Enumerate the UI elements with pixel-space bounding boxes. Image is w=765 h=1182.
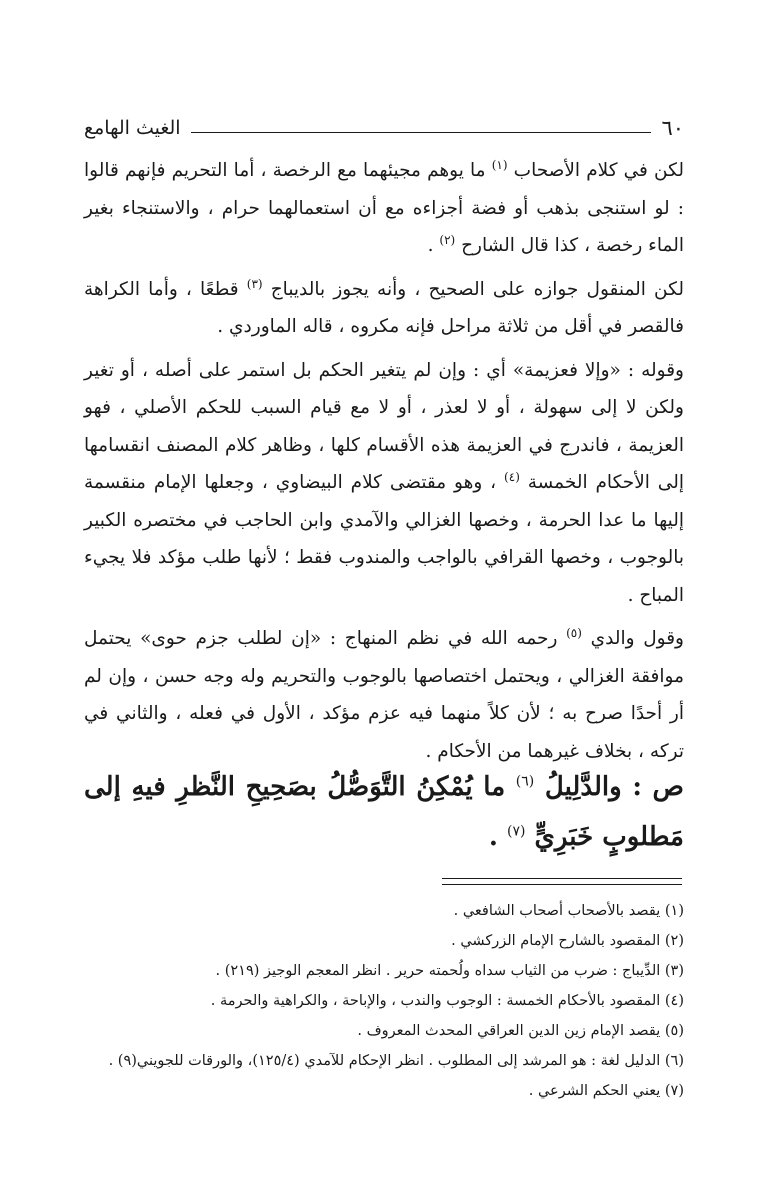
- text-run: وقول والدي: [581, 628, 684, 649]
- main-text: [84, 152, 684, 776]
- paragraph: [84, 152, 684, 265]
- text-run: .: [488, 822, 508, 852]
- footnote-ref: (٢): [439, 232, 456, 247]
- running-header: [84, 108, 684, 140]
- footnote-separator: [442, 878, 682, 885]
- footnote-item: (٤) المقصود بالأحكام الخمسة : الوجوب والندب ، والإباحة ، والكراهية والحرمة .: [210, 993, 684, 1009]
- footnote-ref: (٣): [246, 276, 263, 291]
- text-run: قطعًا ، وأما الكراهة فالقصر في أقل من ثلاثة مراحل فإنه مكروه ، قاله الماوردي .: [84, 278, 684, 337]
- footnote-item: (١) يقصد بالأصحاب أصحاب الشافعي .: [453, 903, 684, 919]
- footnote-item: (٦) الدليل لغة : هو المرشد إلى المطلوب . انظر الإحكام للآمدي (١٢٥/٤)، والورقات للجويني(٩) .: [108, 1053, 684, 1069]
- text-run: رحمه الله في نظم المنهاج : «إن لطلب جزم حوى» يحتمل موافقة الغزالي ، ويحتمل اختصاصها بالوجوب والتحريم وله وجه حسن ، وإن لم أر أحدًا صرح به ؛ لأن كلاً منهما فيه عزم مؤكد ، الأول في فعله ، والثاني في تركه ، بخلاف غيرهما من الأحكام .: [84, 628, 684, 762]
- footnotes-list: [84, 896, 684, 1106]
- text-run: وقوله : «وإلا فعزيمة» أي : وإن لم يتغير الحكم بل استمر على أصله ، أو تغير ولكن لا إلى سهولة ، أو لا لعذر ، أو لا مع قيام السبب للحكم الأصلي ، فهو العزيمة ، فاندرج في العزيمة هذه الأقسام كلها ، وظاهر كلام المصنف انقسامها إلى الأحكام الخمسة: [84, 359, 684, 493]
- footnote-item: (٥) يقصد الإمام زين الدين العراقي المحدث المعروف .: [357, 1023, 684, 1039]
- page-number: ٦٠: [661, 116, 684, 140]
- footnote-ref: (٦): [515, 773, 535, 790]
- footnote-ref: (٧): [507, 823, 526, 840]
- footnote-item: (٧) يعني الحكم الشرعي .: [528, 1083, 684, 1099]
- footnote-item: (٢) المقصود بالشارح الإمام الزركشي .: [451, 933, 684, 949]
- footnote-ref: (٤): [504, 469, 520, 484]
- text-run: ص : والدَّلِيلُ: [534, 772, 684, 802]
- paragraph: [84, 620, 684, 770]
- book-title: الغيث الهامع: [84, 117, 181, 139]
- text-run: لكن في كلام الأصحاب: [507, 160, 684, 181]
- text-run: ما يُمْكِنُ التَّوَصُّلُ بصَحِيحِ النَّظرِ فيهِ إلى مَطلوبٍ خَبَرِيٍّ: [84, 772, 684, 852]
- paragraph: [84, 271, 684, 346]
- text-run: .: [427, 235, 440, 256]
- footnote-ref: (١): [491, 157, 508, 172]
- footnote-item: (٣) الدِّيباج : ضرب من الثياب سداه ولُحمته حرير . انظر المعجم الوجيز (٢١٩) .: [215, 963, 684, 979]
- header-rule: [191, 132, 652, 133]
- matn-statement: [84, 762, 684, 862]
- paragraph: [84, 352, 684, 615]
- text-run: لكن المنقول جوازه على الصحيح ، وأنه يجوز بالديباج: [262, 278, 684, 300]
- text-run: ما يوهم مجيئهما مع الرخصة ، أما التحريم فإنهم قالوا : لو استنجى بذهب أو فضة أجزاءه مع أن استعمالهما حرام ، والاستنجاء بغير الماء رخصة ، كذا قال الشارح: [84, 160, 684, 256]
- text-run: ، وهو مقتضى كلام البيضاوي ، وجعلها الإمام منقسمة إليها ما عدا الحرمة ، وخصها الغزالي والآمدي وابن الحاجب في مختصره الكبير بالوجوب ، وخصها القرافي بالواجب والمندوب فقط ؛ لأنها طلب مؤكد فلا يجيء المباح .: [84, 472, 684, 606]
- footnote-ref: (٥): [566, 625, 582, 640]
